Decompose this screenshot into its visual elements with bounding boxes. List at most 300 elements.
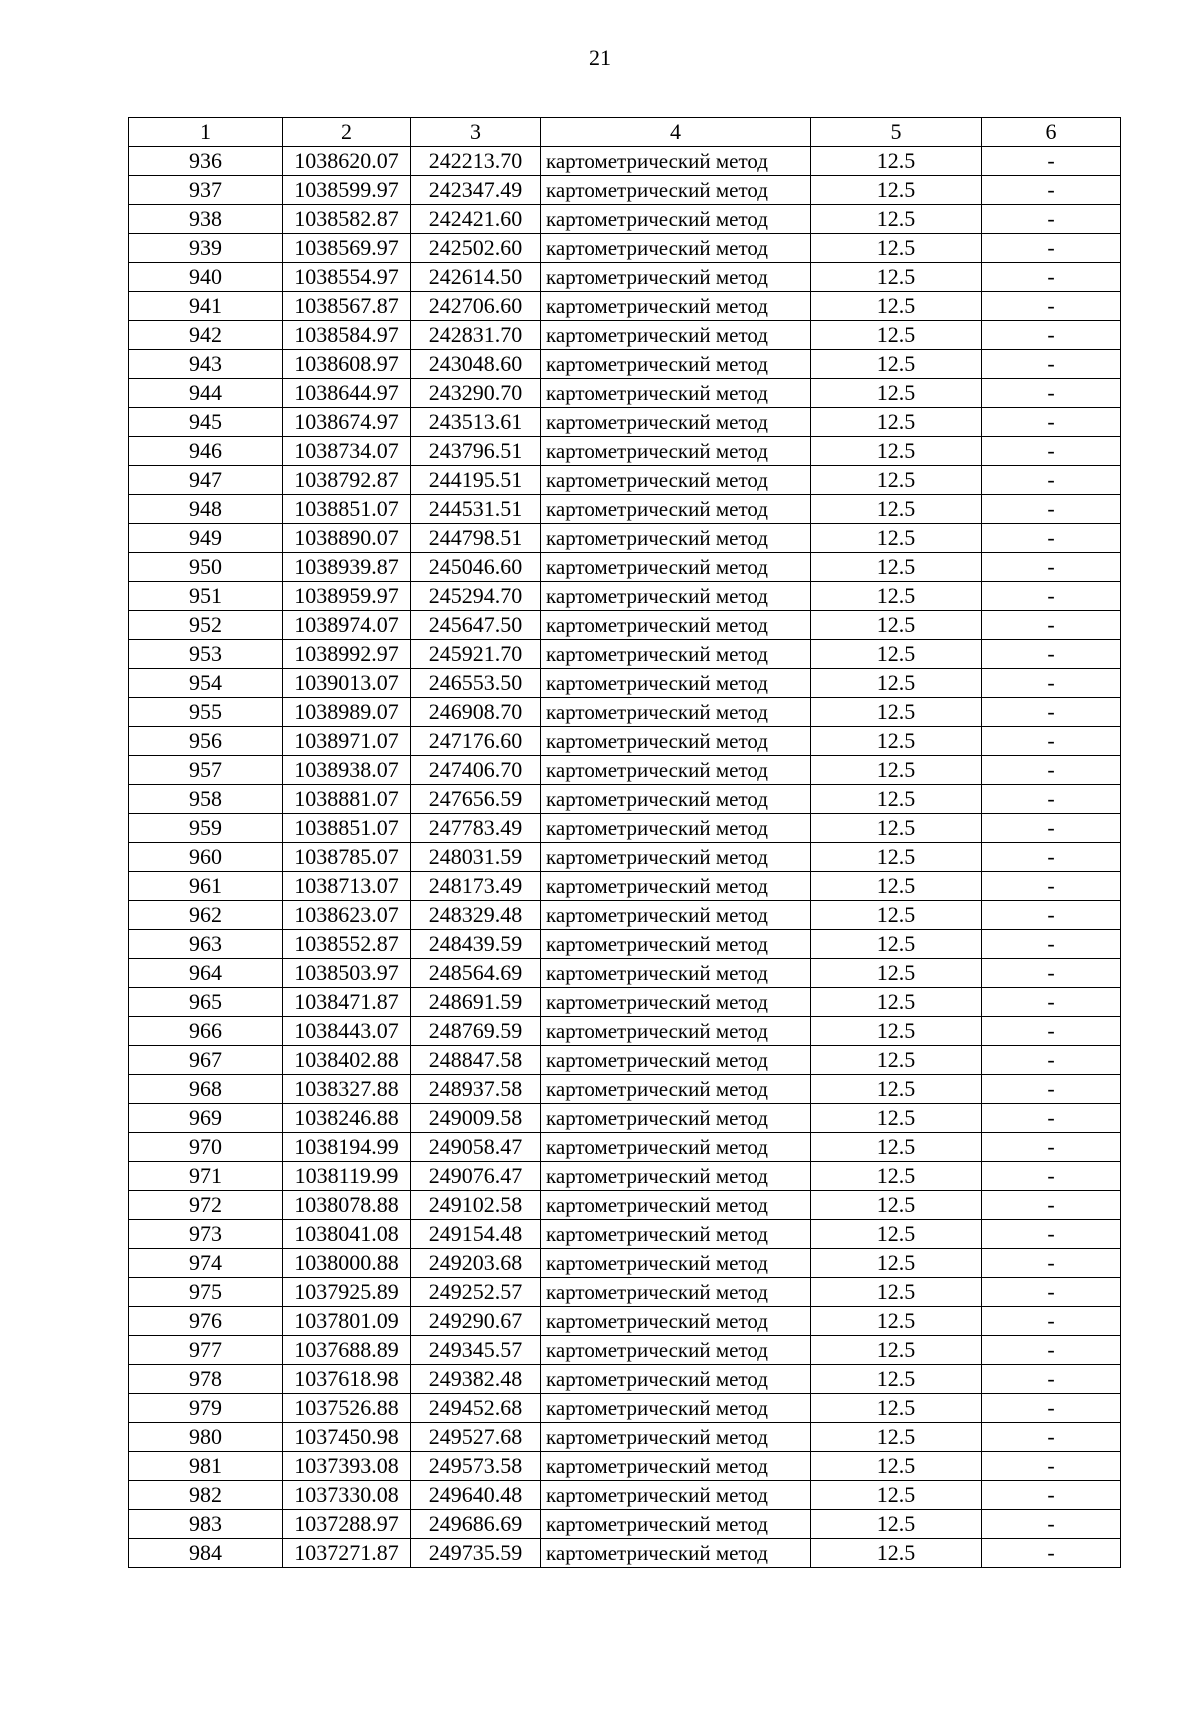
point-number-cell: 969 bbox=[129, 1104, 283, 1133]
page-number: 21 bbox=[589, 45, 611, 70]
accuracy-cell: 12.5 bbox=[811, 611, 982, 640]
method-cell: картометрический метод bbox=[541, 843, 811, 872]
method-cell: картометрический метод bbox=[541, 205, 811, 234]
accuracy-cell: 12.5 bbox=[811, 756, 982, 785]
table-row bbox=[129, 1539, 1121, 1568]
coord-x-cell: 1038582.87 bbox=[283, 205, 411, 234]
coord-y-cell: 246908.70 bbox=[411, 698, 541, 727]
table-row bbox=[129, 1249, 1121, 1278]
method-cell: картометрический метод bbox=[541, 1336, 811, 1365]
coord-y-cell: 247656.59 bbox=[411, 785, 541, 814]
note-cell: - bbox=[982, 930, 1121, 959]
note-cell: - bbox=[982, 1220, 1121, 1249]
coordinates-table bbox=[128, 117, 1121, 1568]
accuracy-cell: 12.5 bbox=[811, 901, 982, 930]
accuracy-cell: 12.5 bbox=[811, 1191, 982, 1220]
accuracy-cell: 12.5 bbox=[811, 930, 982, 959]
note-cell: - bbox=[982, 1539, 1121, 1568]
table-row bbox=[129, 901, 1121, 930]
coord-y-cell: 248439.59 bbox=[411, 930, 541, 959]
point-number-cell: 983 bbox=[129, 1510, 283, 1539]
method-cell: картометрический метод bbox=[541, 1220, 811, 1249]
coord-y-cell: 242502.60 bbox=[411, 234, 541, 263]
note-cell: - bbox=[982, 785, 1121, 814]
table-row bbox=[129, 495, 1121, 524]
note-cell: - bbox=[982, 756, 1121, 785]
accuracy-cell: 12.5 bbox=[811, 263, 982, 292]
accuracy-cell: 12.5 bbox=[811, 582, 982, 611]
point-number-cell: 957 bbox=[129, 756, 283, 785]
point-number-cell: 978 bbox=[129, 1365, 283, 1394]
method-cell: картометрический метод bbox=[541, 872, 811, 901]
note-cell: - bbox=[982, 1510, 1121, 1539]
coord-y-cell: 242831.70 bbox=[411, 321, 541, 350]
point-number-cell: 981 bbox=[129, 1452, 283, 1481]
accuracy-cell: 12.5 bbox=[811, 1220, 982, 1249]
table-header-row bbox=[129, 118, 1121, 147]
accuracy-cell: 12.5 bbox=[811, 1423, 982, 1452]
accuracy-cell: 12.5 bbox=[811, 1510, 982, 1539]
accuracy-cell: 12.5 bbox=[811, 1336, 982, 1365]
coord-x-cell: 1037450.98 bbox=[283, 1423, 411, 1452]
point-number-cell: 970 bbox=[129, 1133, 283, 1162]
coord-y-cell: 244531.51 bbox=[411, 495, 541, 524]
method-cell: картометрический метод bbox=[541, 611, 811, 640]
coord-x-cell: 1037618.98 bbox=[283, 1365, 411, 1394]
note-cell: - bbox=[982, 669, 1121, 698]
note-cell: - bbox=[982, 1133, 1121, 1162]
accuracy-cell: 12.5 bbox=[811, 1278, 982, 1307]
method-cell: картометрический метод bbox=[541, 1249, 811, 1278]
table-row bbox=[129, 321, 1121, 350]
coord-y-cell: 242614.50 bbox=[411, 263, 541, 292]
coord-y-cell: 249382.48 bbox=[411, 1365, 541, 1394]
accuracy-cell: 12.5 bbox=[811, 234, 982, 263]
coord-y-cell: 249058.47 bbox=[411, 1133, 541, 1162]
method-cell: картометрический метод bbox=[541, 1191, 811, 1220]
coord-x-cell: 1038569.97 bbox=[283, 234, 411, 263]
coord-x-cell: 1038890.07 bbox=[283, 524, 411, 553]
point-number-cell: 960 bbox=[129, 843, 283, 872]
coord-y-cell: 249102.58 bbox=[411, 1191, 541, 1220]
coord-x-cell: 1037526.88 bbox=[283, 1394, 411, 1423]
coord-y-cell: 248847.58 bbox=[411, 1046, 541, 1075]
accuracy-cell: 12.5 bbox=[811, 843, 982, 872]
accuracy-cell: 12.5 bbox=[811, 147, 982, 176]
table-row bbox=[129, 1046, 1121, 1075]
table-row bbox=[129, 1510, 1121, 1539]
method-cell: картометрический метод bbox=[541, 1423, 811, 1452]
accuracy-cell: 12.5 bbox=[811, 1307, 982, 1336]
column-header-6: 6 bbox=[982, 118, 1121, 147]
column-header-1: 1 bbox=[129, 118, 283, 147]
method-cell: картометрический метод bbox=[541, 1510, 811, 1539]
point-number-cell: 946 bbox=[129, 437, 283, 466]
method-cell: картометрический метод bbox=[541, 1017, 811, 1046]
table-row bbox=[129, 234, 1121, 263]
accuracy-cell: 12.5 bbox=[811, 524, 982, 553]
coord-x-cell: 1038599.97 bbox=[283, 176, 411, 205]
method-cell: картометрический метод bbox=[541, 408, 811, 437]
accuracy-cell: 12.5 bbox=[811, 669, 982, 698]
table-row bbox=[129, 205, 1121, 234]
coord-x-cell: 1038194.99 bbox=[283, 1133, 411, 1162]
coord-x-cell: 1038939.87 bbox=[283, 553, 411, 582]
point-number-cell: 982 bbox=[129, 1481, 283, 1510]
method-cell: картометрический метод bbox=[541, 379, 811, 408]
method-cell: картометрический метод bbox=[541, 437, 811, 466]
method-cell: картометрический метод bbox=[541, 669, 811, 698]
accuracy-cell: 12.5 bbox=[811, 408, 982, 437]
method-cell: картометрический метод bbox=[541, 263, 811, 292]
coord-x-cell: 1037271.87 bbox=[283, 1539, 411, 1568]
point-number-cell: 971 bbox=[129, 1162, 283, 1191]
coord-y-cell: 247406.70 bbox=[411, 756, 541, 785]
note-cell: - bbox=[982, 1046, 1121, 1075]
method-cell: картометрический метод bbox=[541, 814, 811, 843]
column-header-4: 4 bbox=[541, 118, 811, 147]
point-number-cell: 955 bbox=[129, 698, 283, 727]
coord-y-cell: 243513.61 bbox=[411, 408, 541, 437]
table-row bbox=[129, 263, 1121, 292]
point-number-cell: 964 bbox=[129, 959, 283, 988]
note-cell: - bbox=[982, 582, 1121, 611]
table-row bbox=[129, 524, 1121, 553]
accuracy-cell: 12.5 bbox=[811, 1452, 982, 1481]
point-number-cell: 942 bbox=[129, 321, 283, 350]
table-row bbox=[129, 1075, 1121, 1104]
method-cell: картометрический метод bbox=[541, 1278, 811, 1307]
point-number-cell: 959 bbox=[129, 814, 283, 843]
coord-x-cell: 1038402.88 bbox=[283, 1046, 411, 1075]
method-cell: картометрический метод bbox=[541, 698, 811, 727]
accuracy-cell: 12.5 bbox=[811, 437, 982, 466]
method-cell: картометрический метод bbox=[541, 524, 811, 553]
coord-x-cell: 1038623.07 bbox=[283, 901, 411, 930]
method-cell: картометрический метод bbox=[541, 495, 811, 524]
point-number-cell: 951 bbox=[129, 582, 283, 611]
table-row bbox=[129, 640, 1121, 669]
column-header-2: 2 bbox=[283, 118, 411, 147]
coord-x-cell: 1038851.07 bbox=[283, 814, 411, 843]
method-cell: картометрический метод bbox=[541, 466, 811, 495]
point-number-cell: 977 bbox=[129, 1336, 283, 1365]
point-number-cell: 961 bbox=[129, 872, 283, 901]
table-row bbox=[129, 611, 1121, 640]
note-cell: - bbox=[982, 1249, 1121, 1278]
table-row bbox=[129, 1017, 1121, 1046]
method-cell: картометрический метод bbox=[541, 1307, 811, 1336]
note-cell: - bbox=[982, 147, 1121, 176]
coord-y-cell: 242421.60 bbox=[411, 205, 541, 234]
coord-x-cell: 1038734.07 bbox=[283, 437, 411, 466]
point-number-cell: 953 bbox=[129, 640, 283, 669]
table-row bbox=[129, 1104, 1121, 1133]
point-number-cell: 979 bbox=[129, 1394, 283, 1423]
table-row bbox=[129, 1481, 1121, 1510]
table-row bbox=[129, 1423, 1121, 1452]
note-cell: - bbox=[982, 1104, 1121, 1133]
point-number-cell: 958 bbox=[129, 785, 283, 814]
method-cell: картометрический метод bbox=[541, 1539, 811, 1568]
point-number-cell: 945 bbox=[129, 408, 283, 437]
coord-x-cell: 1038246.88 bbox=[283, 1104, 411, 1133]
note-cell: - bbox=[982, 553, 1121, 582]
table-row bbox=[129, 756, 1121, 785]
note-cell: - bbox=[982, 814, 1121, 843]
table-row bbox=[129, 1133, 1121, 1162]
coord-x-cell: 1038503.97 bbox=[283, 959, 411, 988]
coord-x-cell: 1038959.97 bbox=[283, 582, 411, 611]
coord-x-cell: 1038785.07 bbox=[283, 843, 411, 872]
note-cell: - bbox=[982, 1481, 1121, 1510]
coord-x-cell: 1038620.07 bbox=[283, 147, 411, 176]
table-row bbox=[129, 959, 1121, 988]
note-cell: - bbox=[982, 205, 1121, 234]
point-number-cell: 938 bbox=[129, 205, 283, 234]
coord-x-cell: 1038552.87 bbox=[283, 930, 411, 959]
table-row bbox=[129, 1365, 1121, 1394]
note-cell: - bbox=[982, 872, 1121, 901]
coord-x-cell: 1038713.07 bbox=[283, 872, 411, 901]
accuracy-cell: 12.5 bbox=[811, 1075, 982, 1104]
coord-y-cell: 248769.59 bbox=[411, 1017, 541, 1046]
accuracy-cell: 12.5 bbox=[811, 495, 982, 524]
method-cell: картометрический метод bbox=[541, 756, 811, 785]
column-header-3: 3 bbox=[411, 118, 541, 147]
note-cell: - bbox=[982, 292, 1121, 321]
coord-x-cell: 1038584.97 bbox=[283, 321, 411, 350]
method-cell: картометрический метод bbox=[541, 1365, 811, 1394]
note-cell: - bbox=[982, 843, 1121, 872]
point-number-cell: 962 bbox=[129, 901, 283, 930]
coord-y-cell: 245294.70 bbox=[411, 582, 541, 611]
coord-x-cell: 1038567.87 bbox=[283, 292, 411, 321]
table-row bbox=[129, 379, 1121, 408]
note-cell: - bbox=[982, 1075, 1121, 1104]
accuracy-cell: 12.5 bbox=[811, 959, 982, 988]
coord-y-cell: 243796.51 bbox=[411, 437, 541, 466]
table-row bbox=[129, 698, 1121, 727]
table-row bbox=[129, 176, 1121, 205]
method-cell: картометрический метод bbox=[541, 988, 811, 1017]
method-cell: картометрический метод bbox=[541, 1452, 811, 1481]
coord-x-cell: 1038554.97 bbox=[283, 263, 411, 292]
table-row bbox=[129, 988, 1121, 1017]
point-number-cell: 968 bbox=[129, 1075, 283, 1104]
method-cell: картометрический метод bbox=[541, 727, 811, 756]
coord-x-cell: 1038851.07 bbox=[283, 495, 411, 524]
accuracy-cell: 12.5 bbox=[811, 1249, 982, 1278]
table-row bbox=[129, 1162, 1121, 1191]
table-row bbox=[129, 1278, 1121, 1307]
note-cell: - bbox=[982, 408, 1121, 437]
table-row bbox=[129, 466, 1121, 495]
accuracy-cell: 12.5 bbox=[811, 176, 982, 205]
method-cell: картометрический метод bbox=[541, 292, 811, 321]
coord-y-cell: 249009.58 bbox=[411, 1104, 541, 1133]
method-cell: картометрический метод bbox=[541, 1104, 811, 1133]
coord-y-cell: 244798.51 bbox=[411, 524, 541, 553]
note-cell: - bbox=[982, 1394, 1121, 1423]
point-number-cell: 972 bbox=[129, 1191, 283, 1220]
note-cell: - bbox=[982, 437, 1121, 466]
point-number-cell: 936 bbox=[129, 147, 283, 176]
accuracy-cell: 12.5 bbox=[811, 872, 982, 901]
accuracy-cell: 12.5 bbox=[811, 466, 982, 495]
accuracy-cell: 12.5 bbox=[811, 785, 982, 814]
table-row bbox=[129, 930, 1121, 959]
coord-y-cell: 247176.60 bbox=[411, 727, 541, 756]
coord-x-cell: 1038471.87 bbox=[283, 988, 411, 1017]
note-cell: - bbox=[982, 350, 1121, 379]
method-cell: картометрический метод bbox=[541, 785, 811, 814]
note-cell: - bbox=[982, 466, 1121, 495]
table-row bbox=[129, 1452, 1121, 1481]
table-row bbox=[129, 727, 1121, 756]
coord-x-cell: 1038992.97 bbox=[283, 640, 411, 669]
note-cell: - bbox=[982, 234, 1121, 263]
note-cell: - bbox=[982, 698, 1121, 727]
accuracy-cell: 12.5 bbox=[811, 205, 982, 234]
table-row bbox=[129, 147, 1121, 176]
note-cell: - bbox=[982, 1278, 1121, 1307]
coord-x-cell: 1037288.97 bbox=[283, 1510, 411, 1539]
coord-y-cell: 249154.48 bbox=[411, 1220, 541, 1249]
accuracy-cell: 12.5 bbox=[811, 1162, 982, 1191]
point-number-cell: 984 bbox=[129, 1539, 283, 1568]
note-cell: - bbox=[982, 640, 1121, 669]
accuracy-cell: 12.5 bbox=[811, 814, 982, 843]
coord-y-cell: 249252.57 bbox=[411, 1278, 541, 1307]
method-cell: картометрический метод bbox=[541, 1046, 811, 1075]
method-cell: картометрический метод bbox=[541, 350, 811, 379]
coord-y-cell: 249640.48 bbox=[411, 1481, 541, 1510]
coord-x-cell: 1038078.88 bbox=[283, 1191, 411, 1220]
coord-x-cell: 1037393.08 bbox=[283, 1452, 411, 1481]
accuracy-cell: 12.5 bbox=[811, 292, 982, 321]
method-cell: картометрический метод bbox=[541, 553, 811, 582]
point-number-cell: 975 bbox=[129, 1278, 283, 1307]
coord-y-cell: 249290.67 bbox=[411, 1307, 541, 1336]
accuracy-cell: 12.5 bbox=[811, 350, 982, 379]
point-number-cell: 974 bbox=[129, 1249, 283, 1278]
method-cell: картометрический метод bbox=[541, 1162, 811, 1191]
note-cell: - bbox=[982, 727, 1121, 756]
point-number-cell: 941 bbox=[129, 292, 283, 321]
note-cell: - bbox=[982, 1336, 1121, 1365]
table-body bbox=[129, 147, 1121, 1568]
coord-x-cell: 1038644.97 bbox=[283, 379, 411, 408]
coord-x-cell: 1038974.07 bbox=[283, 611, 411, 640]
method-cell: картометрический метод bbox=[541, 582, 811, 611]
coord-y-cell: 248031.59 bbox=[411, 843, 541, 872]
table-row bbox=[129, 1336, 1121, 1365]
coord-x-cell: 1038000.88 bbox=[283, 1249, 411, 1278]
point-number-cell: 956 bbox=[129, 727, 283, 756]
coord-y-cell: 249345.57 bbox=[411, 1336, 541, 1365]
note-cell: - bbox=[982, 379, 1121, 408]
note-cell: - bbox=[982, 901, 1121, 930]
point-number-cell: 965 bbox=[129, 988, 283, 1017]
coord-y-cell: 245046.60 bbox=[411, 553, 541, 582]
note-cell: - bbox=[982, 611, 1121, 640]
coord-x-cell: 1037330.08 bbox=[283, 1481, 411, 1510]
coord-y-cell: 246553.50 bbox=[411, 669, 541, 698]
coord-y-cell: 242347.49 bbox=[411, 176, 541, 205]
coord-y-cell: 249686.69 bbox=[411, 1510, 541, 1539]
method-cell: картометрический метод bbox=[541, 176, 811, 205]
coord-y-cell: 248173.49 bbox=[411, 872, 541, 901]
table-row bbox=[129, 553, 1121, 582]
accuracy-cell: 12.5 bbox=[811, 1481, 982, 1510]
method-cell: картометрический метод bbox=[541, 640, 811, 669]
table-row bbox=[129, 437, 1121, 466]
point-number-cell: 952 bbox=[129, 611, 283, 640]
table-row bbox=[129, 1220, 1121, 1249]
note-cell: - bbox=[982, 1191, 1121, 1220]
table-row bbox=[129, 785, 1121, 814]
accuracy-cell: 12.5 bbox=[811, 1394, 982, 1423]
table-row bbox=[129, 872, 1121, 901]
point-number-cell: 944 bbox=[129, 379, 283, 408]
coord-y-cell: 243048.60 bbox=[411, 350, 541, 379]
coord-y-cell: 242706.60 bbox=[411, 292, 541, 321]
table-row bbox=[129, 669, 1121, 698]
coord-x-cell: 1038792.87 bbox=[283, 466, 411, 495]
point-number-cell: 963 bbox=[129, 930, 283, 959]
note-cell: - bbox=[982, 988, 1121, 1017]
coord-x-cell: 1038881.07 bbox=[283, 785, 411, 814]
coord-x-cell: 1038443.07 bbox=[283, 1017, 411, 1046]
point-number-cell: 937 bbox=[129, 176, 283, 205]
point-number-cell: 954 bbox=[129, 669, 283, 698]
coord-y-cell: 249573.58 bbox=[411, 1452, 541, 1481]
note-cell: - bbox=[982, 959, 1121, 988]
coord-y-cell: 249203.68 bbox=[411, 1249, 541, 1278]
coord-y-cell: 248564.69 bbox=[411, 959, 541, 988]
coord-y-cell: 244195.51 bbox=[411, 466, 541, 495]
coord-y-cell: 248329.48 bbox=[411, 901, 541, 930]
note-cell: - bbox=[982, 495, 1121, 524]
method-cell: картометрический метод bbox=[541, 321, 811, 350]
method-cell: картометрический метод bbox=[541, 1133, 811, 1162]
coord-y-cell: 249527.68 bbox=[411, 1423, 541, 1452]
column-header-5: 5 bbox=[811, 118, 982, 147]
coord-y-cell: 248937.58 bbox=[411, 1075, 541, 1104]
table-row bbox=[129, 292, 1121, 321]
coord-x-cell: 1038041.08 bbox=[283, 1220, 411, 1249]
accuracy-cell: 12.5 bbox=[811, 1133, 982, 1162]
accuracy-cell: 12.5 bbox=[811, 1539, 982, 1568]
table-row bbox=[129, 350, 1121, 379]
point-number-cell: 976 bbox=[129, 1307, 283, 1336]
coord-y-cell: 242213.70 bbox=[411, 147, 541, 176]
note-cell: - bbox=[982, 1307, 1121, 1336]
coord-x-cell: 1038674.97 bbox=[283, 408, 411, 437]
coord-x-cell: 1037801.09 bbox=[283, 1307, 411, 1336]
coord-y-cell: 247783.49 bbox=[411, 814, 541, 843]
accuracy-cell: 12.5 bbox=[811, 640, 982, 669]
accuracy-cell: 12.5 bbox=[811, 698, 982, 727]
method-cell: картометрический метод bbox=[541, 147, 811, 176]
coord-x-cell: 1038938.07 bbox=[283, 756, 411, 785]
accuracy-cell: 12.5 bbox=[811, 988, 982, 1017]
coord-x-cell: 1038327.88 bbox=[283, 1075, 411, 1104]
method-cell: картометрический метод bbox=[541, 1481, 811, 1510]
coord-x-cell: 1037688.89 bbox=[283, 1336, 411, 1365]
note-cell: - bbox=[982, 1452, 1121, 1481]
